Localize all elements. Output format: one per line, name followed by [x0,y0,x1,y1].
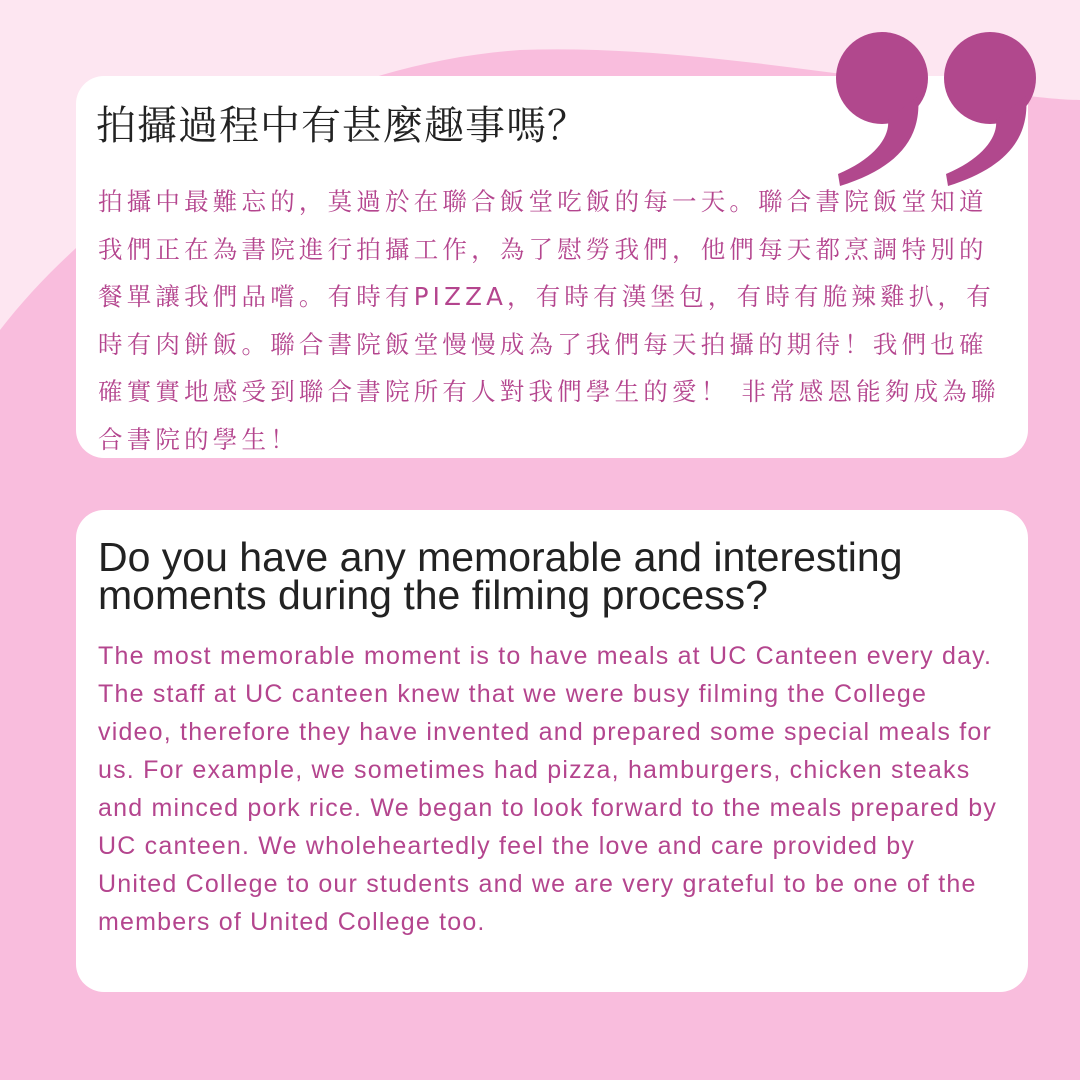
english-question-heading: Do you have any memorable and interesting moments during the filming process? [98,534,903,618]
english-qa-card [76,510,1028,992]
closing-quotation-mark-icon [828,28,1054,188]
chinese-answer-text: 拍攝中最難忘的，莫過於在聯合飯堂吃飯的每一天。聯合書院飯堂知道我們正在為書院進行拍攝工作，為了慰勞我們，他們每天都烹調特別的餐單讓我們品嚐。有時有PIZZA，有時有漢堡包，有時有脆辣雞扒，有時有肉餅飯。聯合書院飯堂慢慢成為了我們每天拍攝的期待！我們也確確實實地感受到聯合書院所有人對我們學生的愛！ 非常感恩能夠成為聯合書院的學生！ [98,187,1000,454]
chinese-question-heading: 拍攝過程中有甚麼趣事嗎？ [96,103,588,149]
english-answer-text: The most memorable moment is to have meals at UC Canteen every day. The staff at UC canteen knew that we were busy filming the College video, therefore they have invented and prepared some special meals for us. For example, we sometimes had pizza, hamburgers, chicken steaks and minced pork rice. We began to look forward to the meals prepared by UC canteen. We wholeheartedly feel the love and care provided by United College to our students and we are very grateful to be one of the members of United College too. [98,642,998,936]
